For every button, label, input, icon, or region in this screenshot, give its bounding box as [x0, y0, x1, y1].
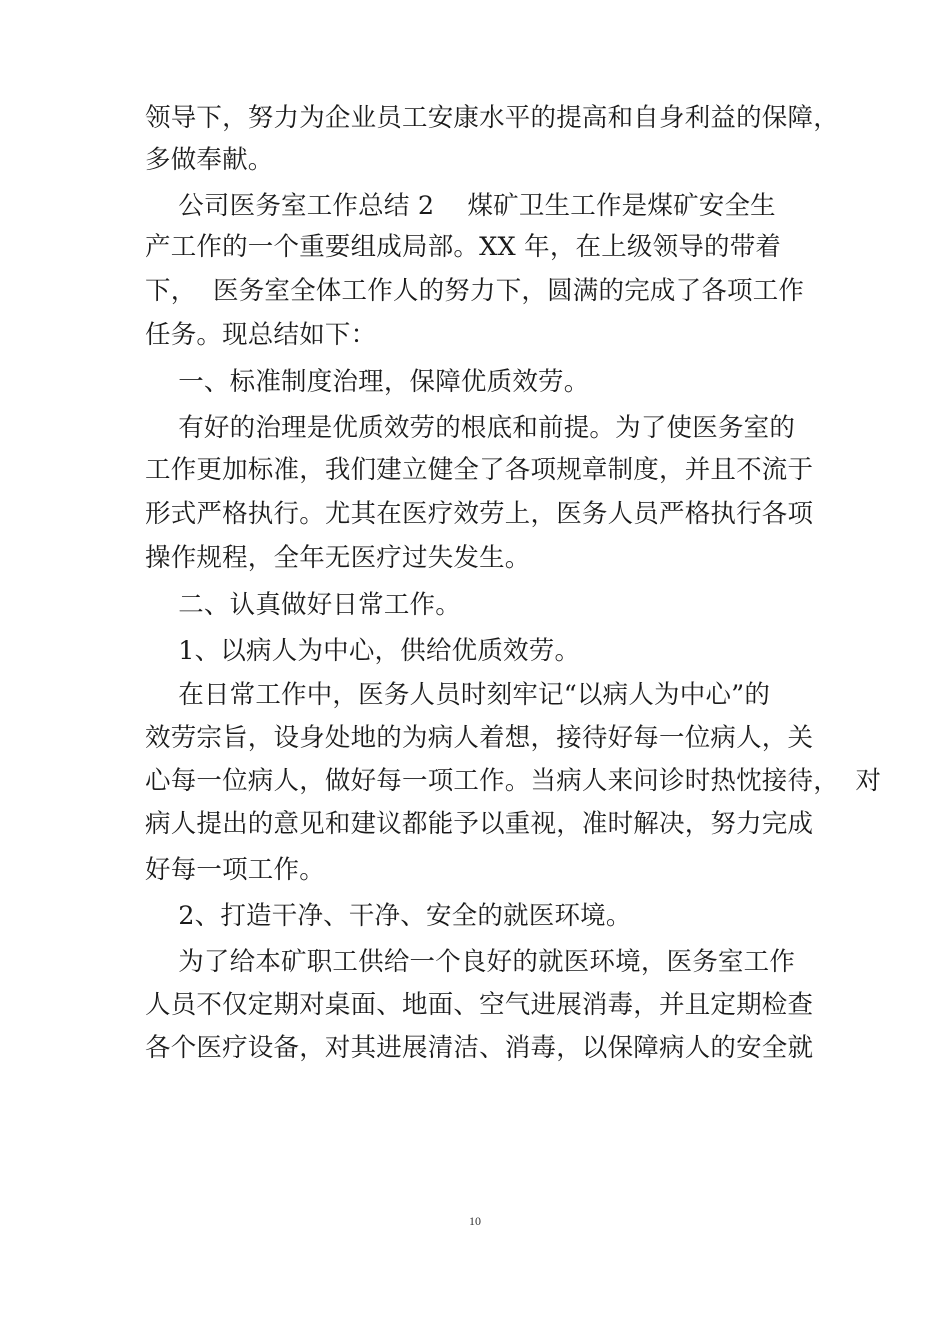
text-line: 为了给本矿职工供给一个良好的就医环境，医务室工作 [145, 947, 796, 977]
text-line: 下， 医务室全体工作人的努力下，圆满的完成了各项工作 [145, 276, 805, 306]
text-line: 领导下，努力为企业员工安康水平的提高和自身利益的保障， [145, 103, 839, 133]
text-line: 一、标准制度治理，保障优质效劳。 [145, 367, 590, 397]
text-line: 效劳宗旨，设身处地的为病人着想，接待好每一位病人，关 [145, 723, 814, 753]
text-line: 操作规程，全年无医疗过失发生。 [145, 543, 531, 573]
text-line: 心每一位病人，做好每一项工作。当病人来问诊时热忱接待， 对 [145, 766, 882, 796]
text-line: 好每一项工作。 [145, 855, 325, 885]
text-line: 1、以病人为中心，供给优质效劳。 [145, 636, 581, 666]
text-line: 工作更加标准，我们建立健全了各项规章制度，并且不流于 [145, 455, 814, 485]
text-line: 人员不仅定期对桌面、地面、空气进展消毒，并且定期检查 [145, 990, 814, 1020]
page-number: 10 [469, 1214, 481, 1228]
text-line: 病人提出的意见和建议都能予以重视，准时解决，努力完成 [145, 809, 814, 839]
text-line: 任务。现总结如下： [145, 320, 377, 350]
text-line: 产工作的一个重要组成局部。XX 年，在上级领导的带着 [145, 232, 782, 262]
text-line: 各个医疗设备，对其进展清洁、消毒，以保障病人的安全就 [145, 1033, 814, 1063]
text-line: 在日常工作中，医务人员时刻牢记“以病人为中心”的 [145, 680, 771, 710]
text-line: 2、打造干净、干净、安全的就医环境。 [145, 901, 632, 931]
text-line: 形式严格执行。尤其在医疗效劳上，医务人员严格执行各项 [145, 499, 814, 529]
text-line: 有好的治理是优质效劳的根底和前提。为了使医务室的 [145, 413, 796, 443]
text-line: 公司医务室工作总结 2 煤矿卫生工作是煤矿安全生 [145, 191, 776, 221]
text-line: 多做奉献。 [145, 145, 274, 175]
text-line: 二、认真做好日常工作。 [145, 590, 461, 620]
